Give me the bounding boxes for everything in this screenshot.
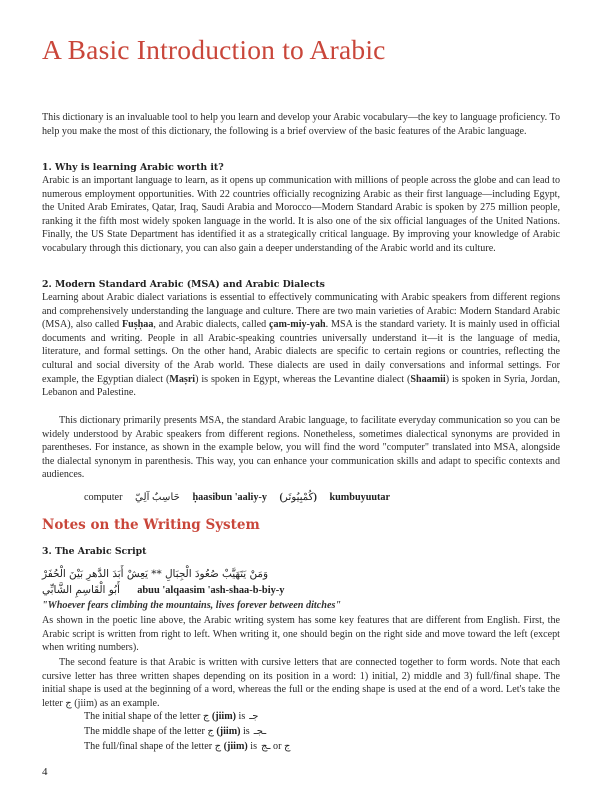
example-arabic: حَاسِبٌ آلِيّ xyxy=(135,492,180,503)
dialect-paren-close: ) xyxy=(313,492,317,503)
example-english: computer xyxy=(84,492,123,503)
section-1-heading: 1. Why is learning Arabic worth it? xyxy=(42,162,224,173)
dialect-paren-open: ( xyxy=(279,492,283,503)
section-2-body xyxy=(42,291,560,400)
shape-text: The initial shape of the letter ج xyxy=(84,711,212,722)
section-1-body: Arabic is an important language to learn, as it opens up communication with millions of people across the globe and can lead to numerous employment opportunities. With 22 countries officially recognizing Arabic as their first language—including Egypt, the United Arab Emirates, Qatar, Iraq, Saudi Arabia and Morocco—Modern Standard Arabic is spoken by 275 million people, ranking it the fifth most widely spoken language in the world. It is also one of the six official languages of the United Nations. Finally, the US State Department has identified it as a strategically critical language. By improving your knowledge of Arabic vocabulary through this dictionary, you can also gain a deeper understanding of the Arabic world and its culture. xyxy=(42,175,560,254)
example-dialect-arabic: كُمْبِيُوتَر xyxy=(282,492,314,503)
term-cam: ҫam-miy-yah xyxy=(269,319,326,331)
shape-text: is xyxy=(247,741,258,752)
poem-quote: "Whoever fears climbing the mountains, lives forever between ditches" xyxy=(42,600,342,611)
text-run: , and Arabic dialects, called xyxy=(153,319,269,331)
term-fusha: Fuṣḥaa xyxy=(121,319,154,331)
term-shaamii: Shaamii xyxy=(410,373,446,385)
shape-letter-name: (jiim) xyxy=(223,741,248,752)
shape-middle xyxy=(84,726,266,737)
text-run: ) is spoken in Syria, Jordan, Lebanon and Palestine. xyxy=(42,373,560,399)
section-3-body-1: As shown in the poetic line above, the Arabic writing system has some key features that are different from English. First, the Arabic script is written from right to left. When writing it, one should begin on the right side and move toward the left (except when writing numbers). xyxy=(42,615,560,654)
section-3-body-2: The second feature is that Arabic is written with cursive letters that are connected together to form words. Note that each cursive letter has three written shapes depending on its position in a word: 1) initial, 2) middle and 3) full/final shape. The initial shape is used at the beginning of a word, whereas the full or the ending shape is used at the end of a word. Let's take the letter ج (jiim) as an example. xyxy=(42,657,560,709)
term-masri: Maṣri xyxy=(169,373,196,385)
shape-text: The full/final shape of the letter ج xyxy=(84,741,224,752)
example-dialect-translit: kumbuyuutar xyxy=(329,492,391,503)
example-translit: ḥaasibun 'aaliy-y xyxy=(192,492,267,503)
text-run: ) is spoken in Egypt, whereas the Levantine dialect ( xyxy=(195,373,411,385)
text-run: . MSA is the standard variety. It is mainly used in official documents and writing. People in all Arabic-speaking countries universally understand it—it is the language of media, literature, and formal settings. On the other hand, Arabic dialects are specific to certain regions or countries, reflecting the cultural and social diversity of the Arab world. These dialects are used in daily conversations and informal settings. For example, the Egyptian dialect ( xyxy=(42,319,560,385)
page-number: 4 xyxy=(42,766,48,778)
poem-author xyxy=(42,584,284,596)
example-entry xyxy=(84,492,400,503)
shape-glyph: جـ xyxy=(249,711,259,722)
poem-author-translit: abuu 'alqaasim 'ash-shaa-b-biy-y xyxy=(137,585,285,596)
section-2-heading: 2. Modern Standard Arabic (MSA) and Arabic Dialects xyxy=(42,279,325,290)
shape-letter-name: (jiim) xyxy=(216,726,241,737)
section-3-heading: 3. The Arabic Script xyxy=(42,546,147,557)
shape-glyph: ـجـ xyxy=(253,726,267,737)
shape-text: is xyxy=(240,726,250,737)
shape-final xyxy=(84,741,291,752)
text-run: Learning about Arabic dialect variations is essential to effectively communicating with Arabic speakers from different regions and comprehensively understanding the language and culture. There are two main varieties of Arabic: Modern Standard Arabic (MSA), also called xyxy=(42,292,560,331)
shape-letter-name: (jiim) xyxy=(211,711,236,722)
page-title: A Basic Introduction to Arabic xyxy=(42,34,386,65)
intro-paragraph: This dictionary is an invaluable tool to help you learn and develop your Arabic vocabulary—the key to language proficiency. To help you make the most of this dictionary, the following is a brief overview of the basic features of the Arabic language. xyxy=(42,112,560,137)
shape-text: is xyxy=(236,711,246,722)
poem-line: وَمَنْ يَتَهَيَّبْ صُعُودَ الْجِبَالِ ** يَعِشْ أَبَدَ الدَّهرِ بَيْنَ الْحُفَرْ xyxy=(42,568,268,580)
shape-text: The middle shape of the letter ج xyxy=(84,726,217,737)
shape-glyph: ج or ـج xyxy=(261,741,291,752)
notes-heading: Notes on the Writing System xyxy=(42,517,260,533)
shape-initial xyxy=(84,711,258,722)
section-2-body-2: This dictionary primarily presents MSA, the standard Arabic language, to facilitate everyday communication so you can be widely understood by Arabic speakers from different regions. Nonetheless, sometimes dialectical synonyms are provided in parentheses. For instance, as shown in the example below, you will find the word "computer" translated into MSA, alongside the dialectal synonym in parenthesis. This way, you can enhance your communication skills and adapt to specific contexts and audiences. xyxy=(42,415,560,481)
poem-author-arabic: أَبُو الْقَاسِمِ الشَّابِّي xyxy=(42,584,120,596)
